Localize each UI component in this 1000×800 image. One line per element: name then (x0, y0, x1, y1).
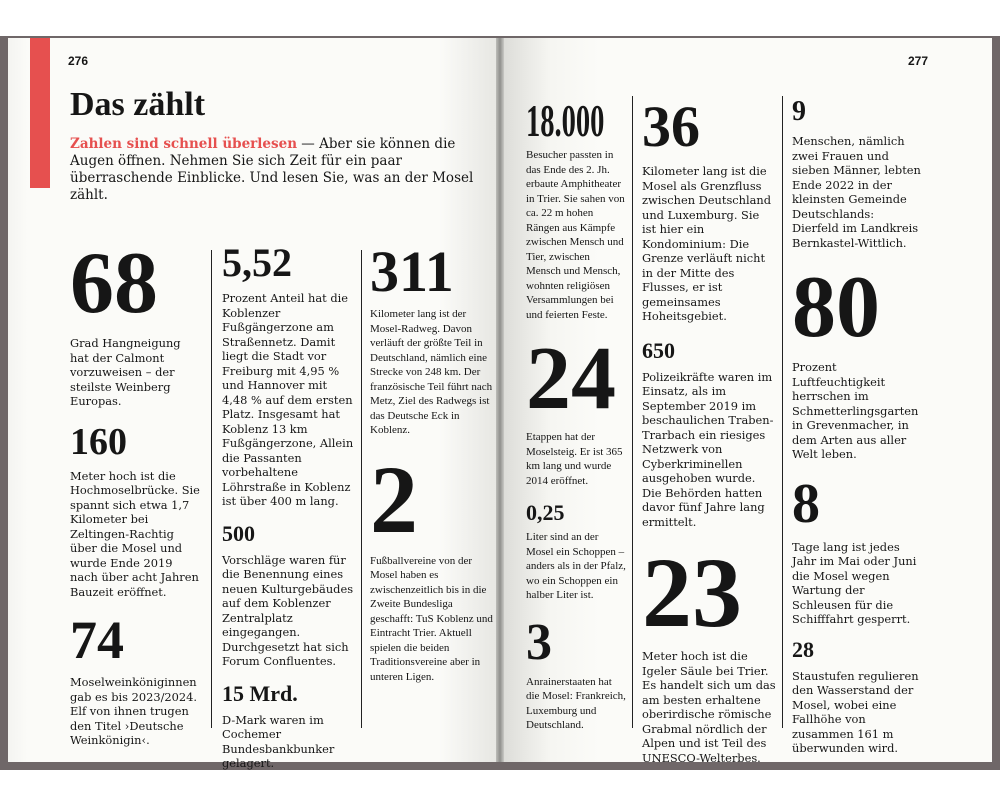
fact-text: Meter hoch ist die Igeler Säule bei Trier. Es handelt sich um das am besten erhaltene oberirdische römische Grabmal nördlich der Alpen und ist Teil des UNESCO-Welterbes. (642, 649, 776, 765)
book-gutter (496, 38, 504, 762)
column-divider (211, 250, 212, 728)
fact-3 (526, 613, 626, 733)
fact-number: 5,52 (222, 240, 292, 285)
page-number-right: 277 (908, 54, 929, 68)
fact-9 (792, 98, 924, 250)
fact-0-25 (526, 502, 626, 603)
fact-text: Grad Hangneigung hat der Calmont vorzuweisen – der steilste Weinberg Europas. (70, 336, 181, 408)
fact-number: 311 (370, 239, 454, 304)
fact-number: 18.000 (526, 95, 605, 146)
fact-number: 74 (70, 610, 124, 670)
fact-18000 (526, 95, 626, 322)
fact-number: 160 (70, 420, 127, 463)
fact-text: Etappen hat der Moselsteig. Er ist 365 km lang und wurde 2014 eröffnet. (526, 431, 623, 487)
fact-text: Polizeikräfte waren im Einsatz, als im September 2019 im beschaulichen Traben-Trarbach ein riesiges Netzwerk von Cyberkriminellen ausgehoben wurde. Die Behörden hatten davor fünf Jahre lang ermittelt. (642, 369, 774, 529)
fact-text: Meter hoch ist die Hochmoselbrücke. Sie spannt sich etwa 1,7 Kilometer bei Zeltingen-Rachtig über die Mosel und wurde Ende 2019 nach über acht Jahren Bauzeit eröffnet. (70, 468, 200, 599)
page-title: Das zählt (70, 86, 206, 123)
fact-2 (370, 445, 494, 685)
fact-column-4 (526, 95, 626, 733)
fact-number: 24 (526, 329, 616, 428)
page-number-left: 276 (68, 54, 89, 68)
fact-number: 2 (370, 445, 418, 553)
fact-text: Fußballvereine von der Mosel haben es zwischenzeitlich bis in die Zweite Bundesliga geschafft: TuS Koblenz und Eintracht Trier. Aktuell spielen die beiden Traditionsvereine aber in unteren Ligen. (370, 554, 493, 683)
fact-500 (222, 520, 354, 669)
fact-text: Prozent Anteil hat die Koblenzer Fußgängerzone am Straßennetz. Damit liegt die Stadt vor Freiburg mit 4,95 % und Hannover mit 4,48 % auf dem ersten Platz. Insgesamt hat Koblenz 13 km Fußgängerzone, Allein die Passanten vorbehaltene Löhrstraße in Koblenz ist über 400 m lang. (222, 291, 354, 508)
fact-number: 8 (792, 472, 820, 535)
fact-number: 15 Mrd. (222, 680, 298, 706)
intro-text (70, 136, 480, 204)
fact-23 (642, 537, 776, 765)
fact-number: 80 (792, 259, 880, 356)
fact-311 (370, 239, 494, 438)
fact-text: Tage lang ist jedes Jahr im Mai oder Juni die Mosel wegen Wartung der Schleusen für die Schifffahrt gesperrt. (792, 539, 917, 626)
fact-text: Kilometer lang ist die Mosel als Grenzfluss zwischen Deutschland und Luxemburg. Sie ist hier ein Kondominium: Die Grenze verläuft nicht in der Mitte des Flusses, er ist gemeinsames Hoheitsgebiet. (642, 164, 772, 323)
fact-36 (642, 94, 776, 324)
fact-28 (792, 636, 924, 756)
fact-column-6 (792, 98, 924, 756)
fact-text: Staustufen regulieren den Wasserstand der Mosel, wobei eine Fallhöhe von zusammen 161 m überwunden wird. (792, 668, 919, 755)
fact-number: 650 (642, 337, 675, 363)
fact-650 (642, 337, 776, 530)
fact-number: 0,25 (526, 500, 565, 525)
fact-5-52 (222, 240, 354, 509)
fact-text: Moselweinköniginnen gab es bis 2023/2024. Elf von ihnen trugen den Titel ›Deutsche Weinkönigin‹. (70, 675, 198, 747)
fact-68 (70, 235, 202, 409)
fact-text: Prozent Luftfeuchtigkeit herrschen im Schmetterlingsgarten in Grevenmacher, in dem Arten aus aller Welt leben. (792, 360, 919, 461)
fact-column-3 (370, 239, 494, 684)
fact-number: 68 (70, 235, 158, 332)
fact-24 (526, 329, 626, 488)
intro-body: — Aber sie können die Augen öffnen. Nehmen Sie sich Zeit für ein paar überraschende Einblicke. Und lesen Sie, was an der Mosel zählt. (70, 136, 474, 203)
fact-number: 28 (792, 636, 814, 662)
column-divider (782, 96, 783, 728)
fact-74 (70, 610, 202, 748)
column-divider (632, 96, 633, 728)
fact-text: Anrainerstaaten hat die Mosel: Frankreich, Luxemburg und Deutschland. (526, 675, 626, 731)
fact-column-1 (70, 235, 202, 748)
fact-text: Kilometer lang ist der Mosel-Radweg. Davon verläuft der größte Teil in Deutschland, nämlich eine Strecke von 248 km. Der französische Teil führt nach Metz, Ziel des Radwegs ist das Deutsche Eck in Koblenz. (370, 308, 493, 436)
fact-number: 500 (222, 520, 255, 546)
fact-text: Menschen, nämlich zwei Frauen und sieben Männer, lebten Ende 2022 in der kleinsten Gemeinde Deutschlands: Dierfeld im Landkreis Bernkastel-Wittlich. (792, 134, 921, 250)
accent-bar (30, 38, 50, 188)
fact-15-mrd (222, 680, 354, 771)
fact-number: 9 (792, 96, 806, 127)
fact-text: Besucher passten in das Ende des 2. Jh. erbaute Amphitheater in Trier. Sie sahen von ca. 22 m hohen Rängen aus Kämpfe zwischen Mensch und Tier, zwischen Mensch und Mensch, wohnten religiösen Versammlungen bei und feierten Feste. (526, 149, 625, 321)
fact-number: 36 (642, 94, 700, 159)
fact-8 (792, 472, 924, 627)
fact-text: Vorschläge waren für die Benennung eines neuen Kulturgebäudes auf dem Koblenzer Zentralplatz eingegangen. Durchgesetzt hat sich Forum Confluentes. (222, 552, 354, 668)
fact-number: 23 (642, 537, 742, 648)
column-divider (361, 250, 362, 728)
fact-80 (792, 259, 924, 462)
fact-160 (70, 420, 202, 600)
fact-number: 3 (526, 613, 552, 671)
intro-highlight: Zahlen sind schnell überlesen (70, 136, 298, 152)
fact-column-2 (222, 240, 354, 771)
fact-column-5 (642, 94, 776, 765)
fact-text: Liter sind an der Mosel ein Schoppen – anders als in der Pfalz, wo ein Schoppen ein halber Liter ist. (526, 531, 626, 601)
fact-text: D-Mark waren im Cochemer Bundesbankbunker gelagert. (222, 712, 335, 770)
